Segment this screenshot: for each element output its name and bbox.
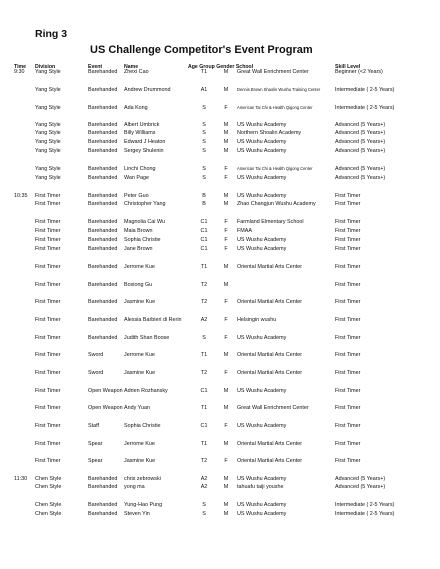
cell-event: Barehanded [88, 130, 118, 136]
cell-event: Sword [88, 352, 104, 358]
cell-age-group: T1 [200, 441, 208, 447]
cell-division: First Timer [35, 370, 61, 376]
cell-school: US Wushu Academy [237, 193, 287, 199]
cell-school: Oriental Martial Arts Center [237, 441, 303, 447]
cell-division: Yang Style [35, 130, 61, 136]
cell-event: Spear [88, 441, 103, 447]
cell-age-group: S [202, 130, 206, 136]
cell-age-group: T1 [200, 264, 208, 270]
cell-name: Jasmine Kue [124, 458, 156, 464]
cell-event: Barehanded [88, 193, 118, 199]
cell-age-group: T2 [200, 458, 208, 464]
cell-school: American Tai Chi & Health Qigong Center [237, 166, 313, 171]
cell-division: First Timer [35, 201, 61, 207]
cell-age-group: S [202, 148, 206, 154]
cell-age-group: T1 [200, 405, 208, 411]
cell-event: Sword [88, 370, 104, 376]
cell-name: Wan Page [124, 175, 149, 181]
cell-event: Spear [88, 458, 103, 464]
cell-school: US Wushu Academy [237, 476, 287, 482]
table-row [0, 422, 440, 430]
cell-skill-level: Advanced (5 Years+) [335, 175, 386, 181]
cell-skill-level: First Timer [335, 246, 361, 252]
cell-gender: M [223, 264, 229, 270]
cell-school: tahuafu taiji youshe [237, 484, 284, 490]
cell-gender: F [224, 423, 228, 429]
table-row [0, 121, 440, 129]
cell-gender: M [223, 122, 229, 128]
cell-name: Jasmine Kue [124, 299, 156, 305]
cell-name: Sophia Christie [124, 237, 161, 243]
cell-gender: M [223, 441, 229, 447]
cell-age-group: S [202, 105, 206, 111]
cell-gender: M [223, 148, 229, 154]
page-title: US Challenge Competitor's Event Program [90, 44, 313, 56]
cell-event: Barehanded [88, 87, 118, 93]
cell-division: Yang Style [35, 148, 61, 154]
cell-gender: M [223, 130, 229, 136]
cell-gender: F [224, 166, 228, 172]
table-row [0, 316, 440, 324]
cell-division: First Timer [35, 246, 61, 252]
cell-skill-level: First Timer [335, 237, 361, 243]
cell-event: Barehanded [88, 219, 118, 225]
cell-school: US Wushu Academy [237, 237, 287, 243]
cell-division: Yang Style [35, 122, 61, 128]
cell-age-group: C1 [200, 219, 208, 225]
cell-division: First Timer [35, 228, 61, 234]
cell-age-group: C1 [200, 388, 208, 394]
cell-division: First Timer [35, 317, 61, 323]
header-event: Event [88, 64, 103, 70]
cell-event: Barehanded [88, 166, 118, 172]
table-row [0, 68, 440, 76]
cell-event: Open Weapon [88, 405, 123, 411]
cell-skill-level: Advanced (5 Years+) [335, 476, 386, 482]
cell-division: First Timer [35, 237, 61, 243]
cell-school: Oriental Martial Arts Center [237, 264, 303, 270]
table-row [0, 218, 440, 226]
cell-division: Yang Style [35, 139, 61, 145]
cell-school: Great Wall Enrichment Center [237, 405, 309, 411]
cell-name: Ada Kong [124, 105, 148, 111]
cell-name: chris zebrowski [124, 476, 161, 482]
cell-gender: M [223, 484, 229, 490]
cell-school: Northern Shoalin Academy [237, 130, 302, 136]
cell-skill-level: Beginner (<2 Years) [335, 69, 383, 75]
table-row [0, 147, 440, 155]
cell-name: Zhexi Cao [124, 69, 149, 75]
cell-gender: M [223, 139, 229, 145]
cell-age-group: S [202, 502, 206, 508]
cell-division: First Timer [35, 458, 61, 464]
cell-name: Billy Williams [124, 130, 156, 136]
cell-skill-level: Advanced (5 Years+) [335, 130, 386, 136]
cell-name: Jane Brown [124, 246, 153, 252]
cell-event: Barehanded [88, 502, 118, 508]
cell-event: Barehanded [88, 228, 118, 234]
cell-division: First Timer [35, 219, 61, 225]
cell-division: First Timer [35, 388, 61, 394]
table-row [0, 298, 440, 306]
cell-age-group: A1 [200, 87, 208, 93]
cell-name: Peter Guo [124, 193, 149, 199]
cell-name: Sergey Shulenin [124, 148, 164, 154]
cell-school: US Wushu Academy [237, 423, 287, 429]
cell-school: US Wushu Academy [237, 335, 287, 341]
cell-school: US Wushu Academy [237, 122, 287, 128]
table-row [0, 351, 440, 359]
cell-name: Jerrome Kue [124, 441, 155, 447]
header-skill-level: Skill Level [335, 64, 361, 70]
cell-gender: M [223, 87, 229, 93]
cell-school: US Wushu Academy [237, 511, 287, 517]
ring-title: Ring 3 [35, 28, 68, 40]
table-row [0, 245, 440, 253]
table-row [0, 510, 440, 518]
cell-event: Barehanded [88, 139, 118, 145]
cell-gender: M [223, 405, 229, 411]
cell-division: Chen Style [35, 502, 62, 508]
cell-name: Jerrome Kue [124, 352, 155, 358]
cell-division: Yang Style [35, 69, 61, 75]
cell-gender: M [223, 502, 229, 508]
cell-school: Zhao Changjun Wushu Academy [237, 201, 316, 207]
cell-skill-level: Advanced (5 Years+) [335, 122, 386, 128]
cell-skill-level: First Timer [335, 405, 361, 411]
cell-gender: F [224, 370, 228, 376]
cell-school: US Wushu Academy [237, 148, 287, 154]
cell-school: US Wushu Academy [237, 246, 287, 252]
cell-name: Judith Shan Boose [124, 335, 170, 341]
cell-skill-level: First Timer [335, 219, 361, 225]
table-row [0, 174, 440, 182]
cell-age-group: T2 [200, 299, 208, 305]
cell-name: Magnolia Cai Wu [124, 219, 165, 225]
table-row [0, 281, 440, 289]
table-row [0, 104, 440, 112]
cell-age-group: A2 [200, 317, 208, 323]
table-row [0, 138, 440, 146]
cell-skill-level: First Timer [335, 388, 361, 394]
cell-name: Christopher Yang [124, 201, 166, 207]
cell-name: Albert Umbrick [124, 122, 160, 128]
cell-age-group: A2 [200, 484, 208, 490]
cell-gender: F [224, 237, 228, 243]
cell-age-group: T1 [200, 69, 208, 75]
cell-gender: F [224, 246, 228, 252]
header-age-gender-school: Age Group Gender School [188, 64, 254, 70]
cell-name: Yung-Hao Pung [124, 502, 163, 508]
cell-skill-level: Intermediate ( 2-5 Years) [335, 87, 395, 93]
cell-name: Edward J Heaton [124, 139, 166, 145]
cell-division: First Timer [35, 264, 61, 270]
table-row [0, 129, 440, 137]
cell-skill-level: First Timer [335, 282, 361, 288]
cell-school: Dennis Brown Shaolin Wushu Training Center [237, 87, 321, 92]
table-row [0, 263, 440, 271]
cell-name: Andrew Drummond [124, 87, 171, 93]
cell-gender: F [224, 175, 228, 181]
table-row [0, 200, 440, 208]
table-row [0, 236, 440, 244]
cell-name: Adrien Rozhansky [124, 388, 168, 394]
cell-name: Sophia Christie [124, 423, 161, 429]
cell-gender: F [224, 317, 228, 323]
cell-event: Barehanded [88, 69, 118, 75]
cell-event: Barehanded [88, 175, 118, 181]
header-time: Time [14, 64, 27, 70]
cell-gender: M [223, 352, 229, 358]
table-row [0, 165, 440, 173]
cell-event: Barehanded [88, 105, 118, 111]
cell-age-group: S [202, 166, 206, 172]
cell-school: US Wushu Academy [237, 388, 287, 394]
cell-division: Chen Style [35, 511, 62, 517]
cell-age-group: T1 [200, 352, 208, 358]
cell-age-group: C1 [200, 423, 208, 429]
cell-name: Alessia Barbieri di Rerin [124, 317, 182, 323]
cell-skill-level: Intermediate ( 2-5 Years) [335, 105, 395, 111]
cell-skill-level: First Timer [335, 370, 361, 376]
table-row [0, 475, 440, 483]
cell-age-group: S [202, 139, 206, 145]
cell-event: Barehanded [88, 484, 118, 490]
cell-age-group: B [202, 193, 206, 199]
cell-event: Barehanded [88, 511, 118, 517]
cell-division: First Timer [35, 335, 61, 341]
cell-name: Linchi Chong [124, 166, 156, 172]
cell-event: Barehanded [88, 246, 118, 252]
cell-event: Open Weapon [88, 388, 123, 394]
cell-name: Steven Yin [124, 511, 150, 517]
cell-gender: F [224, 105, 228, 111]
cell-skill-level: First Timer [335, 423, 361, 429]
cell-skill-level: Intermediate ( 2-5 Years) [335, 502, 395, 508]
cell-age-group: A2 [200, 476, 208, 482]
cell-time: 11:30 [14, 476, 28, 482]
cell-skill-level: First Timer [335, 441, 361, 447]
table-row [0, 387, 440, 395]
table-row [0, 192, 440, 200]
cell-school: US Wushu Academy [237, 502, 287, 508]
cell-skill-level: First Timer [335, 193, 361, 199]
cell-division: Yang Style [35, 87, 61, 93]
cell-gender: M [223, 476, 229, 482]
cell-age-group: S [202, 511, 206, 517]
cell-skill-level: Advanced (5 Years+) [335, 139, 386, 145]
cell-division: Chen Style [35, 484, 62, 490]
cell-age-group: S [202, 175, 206, 181]
header-division: Division [35, 64, 56, 70]
cell-event: Barehanded [88, 317, 118, 323]
cell-time: 9:30 [14, 69, 25, 75]
cell-school: American Tai Chi & Health Qigong Center [237, 105, 313, 110]
cell-event: Barehanded [88, 282, 118, 288]
cell-age-group: S [202, 335, 206, 341]
cell-skill-level: First Timer [335, 201, 361, 207]
table-row [0, 501, 440, 509]
table-row [0, 404, 440, 412]
table-row [0, 440, 440, 448]
cell-division: First Timer [35, 405, 61, 411]
cell-age-group: B [202, 201, 206, 207]
cell-gender: F [224, 228, 228, 234]
cell-skill-level: First Timer [335, 335, 361, 341]
cell-event: Barehanded [88, 476, 118, 482]
cell-skill-level: First Timer [335, 228, 361, 234]
cell-school: Oriental Martial Arts Center [237, 299, 303, 305]
cell-division: First Timer [35, 441, 61, 447]
cell-gender: F [224, 335, 228, 341]
cell-age-group: C1 [200, 246, 208, 252]
cell-age-group: C1 [200, 237, 208, 243]
cell-school: Great Wall Enrichment Center [237, 69, 309, 75]
cell-gender: M [223, 388, 229, 394]
cell-school: Helsingin wushu [237, 317, 277, 323]
cell-age-group: C1 [200, 228, 208, 234]
cell-division: First Timer [35, 423, 61, 429]
cell-event: Barehanded [88, 122, 118, 128]
cell-division: First Timer [35, 282, 61, 288]
cell-skill-level: First Timer [335, 352, 361, 358]
cell-gender: M [223, 511, 229, 517]
cell-gender: F [224, 458, 228, 464]
cell-name: Maia Brown [124, 228, 153, 234]
table-row [0, 457, 440, 465]
cell-division: Chen Style [35, 476, 62, 482]
cell-school: FMAA [237, 228, 252, 234]
cell-gender: M [223, 201, 229, 207]
cell-skill-level: Advanced (5 Years+) [335, 148, 386, 154]
cell-time: 10:35 [14, 193, 28, 199]
cell-gender: M [223, 282, 229, 288]
cell-skill-level: First Timer [335, 458, 361, 464]
cell-division: Yang Style [35, 175, 61, 181]
cell-event: Barehanded [88, 201, 118, 207]
cell-event: Barehanded [88, 335, 118, 341]
cell-gender: M [223, 69, 229, 75]
cell-name: yong ma [124, 484, 145, 490]
cell-event: Barehanded [88, 148, 118, 154]
cell-school: Oriental Martial Arts Center [237, 458, 303, 464]
cell-division: First Timer [35, 352, 61, 358]
cell-division: First Timer [35, 193, 61, 199]
cell-gender: M [223, 193, 229, 199]
cell-skill-level: First Timer [335, 264, 361, 270]
table-row [0, 227, 440, 235]
cell-school: US Wushu Academy [237, 139, 287, 145]
cell-name: Andy Yuan [124, 405, 150, 411]
cell-division: Yang Style [35, 105, 61, 111]
cell-skill-level: Advanced (5 Years+) [335, 166, 386, 172]
cell-school: US Wushu Academy [237, 175, 287, 181]
cell-division: First Timer [35, 299, 61, 305]
cell-skill-level: First Timer [335, 317, 361, 323]
table-row [0, 86, 440, 94]
cell-skill-level: Intermediate ( 2-5 Years) [335, 511, 395, 517]
table-row [0, 483, 440, 491]
cell-skill-level: Advanced (5 Years+) [335, 484, 386, 490]
cell-name: Jasmine Kue [124, 370, 156, 376]
cell-name: Boxiong Gu [124, 282, 153, 288]
table-row [0, 369, 440, 377]
cell-event: Barehanded [88, 237, 118, 243]
cell-age-group: T2 [200, 370, 208, 376]
cell-age-group: T2 [200, 282, 208, 288]
cell-skill-level: First Timer [335, 299, 361, 305]
table-row [0, 334, 440, 342]
cell-division: Yang Style [35, 166, 61, 172]
cell-event: Barehanded [88, 264, 118, 270]
cell-age-group: S [202, 122, 206, 128]
cell-event: Staff [88, 423, 99, 429]
cell-gender: F [224, 219, 228, 225]
cell-name: Jerrome Kue [124, 264, 155, 270]
cell-event: Barehanded [88, 299, 118, 305]
cell-gender: F [224, 299, 228, 305]
cell-school: Farmland Elmentary School [237, 219, 304, 225]
cell-school: Oriental Martial Arts Center [237, 370, 303, 376]
header-name: Name [124, 64, 139, 70]
cell-school: Oriental Martial Arts Center [237, 352, 303, 358]
